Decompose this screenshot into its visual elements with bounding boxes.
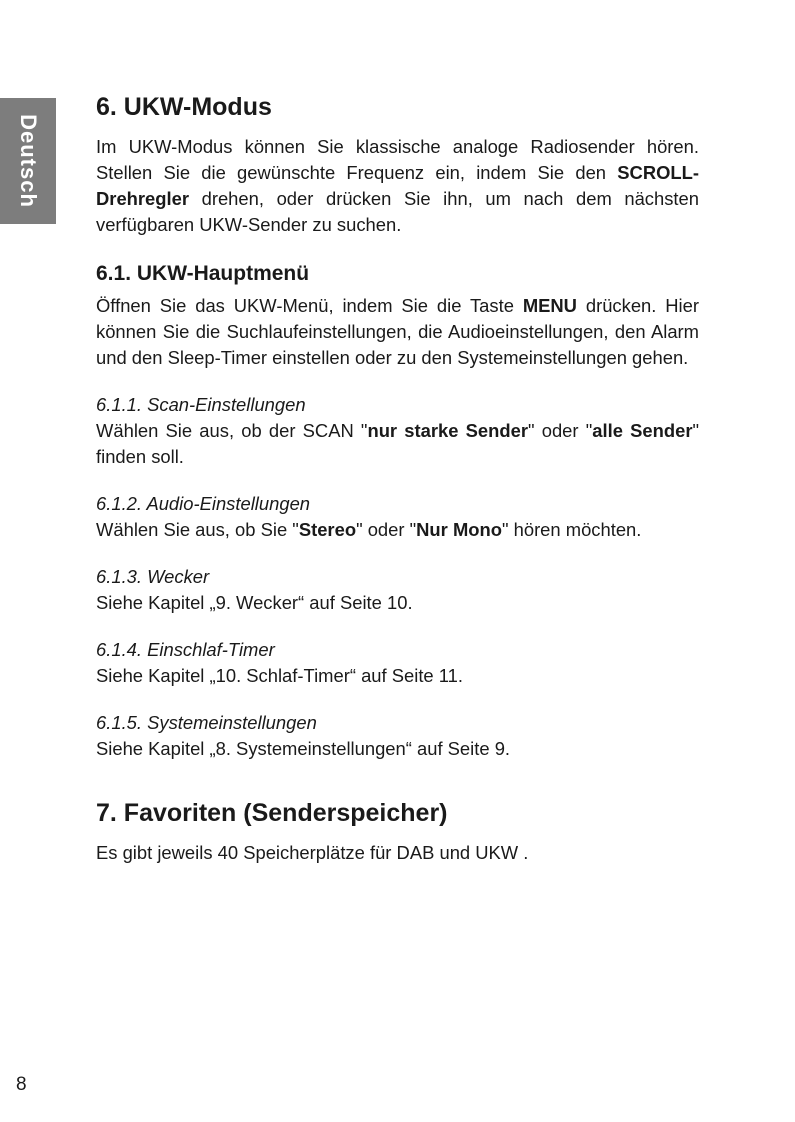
section-6-1-3-title: 6.1.3. Wecker [96, 566, 210, 587]
section-6-1-4-title: 6.1.4. Einschlaf-Timer [96, 639, 275, 660]
section-6-paragraph: Im UKW-Modus können Sie klassische analoge Radiosender hören. Stellen Sie die gewünschte Frequenz ein, indem Sie den SCROLL-Drehregler drehen, oder drücken Sie ihn, um nach dem nächsten verfügbaren UKW-Sender zu suchen. [96, 136, 699, 235]
section-6-1-5-text: Siehe Kapitel „8. Systemeinstellungen“ auf Seite 9. [96, 738, 511, 759]
page-content [96, 90, 699, 866]
section-6-1-1-title: 6.1.1. Scan-Einstellungen [96, 394, 306, 415]
section-6-heading: 6. UKW-Modus [96, 93, 272, 121]
page-number: 8 [16, 1074, 27, 1095]
section-6-1-2-text: Wählen Sie aus, ob Sie "Stereo" oder "Nur Mono" hören möchten. [96, 519, 642, 540]
section-6-1-1-text: Wählen Sie aus, ob der SCAN "nur starke Sender" oder "alle Sender" finden soll. [96, 420, 700, 467]
section-6-1-4-text: Siehe Kapitel „10. Schlaf-Timer“ auf Seite 11. [96, 665, 463, 686]
section-6-1-3-text: Siehe Kapitel „9. Wecker“ auf Seite 10. [96, 592, 413, 613]
section-6-1-5-title: 6.1.5. Systemeinstellungen [96, 712, 317, 733]
section-7-text: Es gibt jeweils 40 Speicherplätze für DAB und UKW . [96, 842, 529, 863]
section-6-1-heading: 6.1. UKW-Hauptmenü [96, 262, 310, 285]
language-tab [0, 98, 56, 224]
section-6-1-2-title: 6.1.2. Audio-Einstellungen [96, 493, 311, 514]
section-6-1-paragraph: Öffnen Sie das UKW-Menü, indem Sie die Taste MENU drücken. Hier können Sie die Suchlaufeinstellungen, die Audioeinstellungen, den Alarm und den Sleep-Timer einstellen oder zu den Systemeinstellungen gehen. [96, 295, 699, 368]
language-tab-label: Deutsch [16, 114, 41, 208]
section-7-heading: 7. Favoriten (Senderspeicher) [96, 799, 448, 827]
